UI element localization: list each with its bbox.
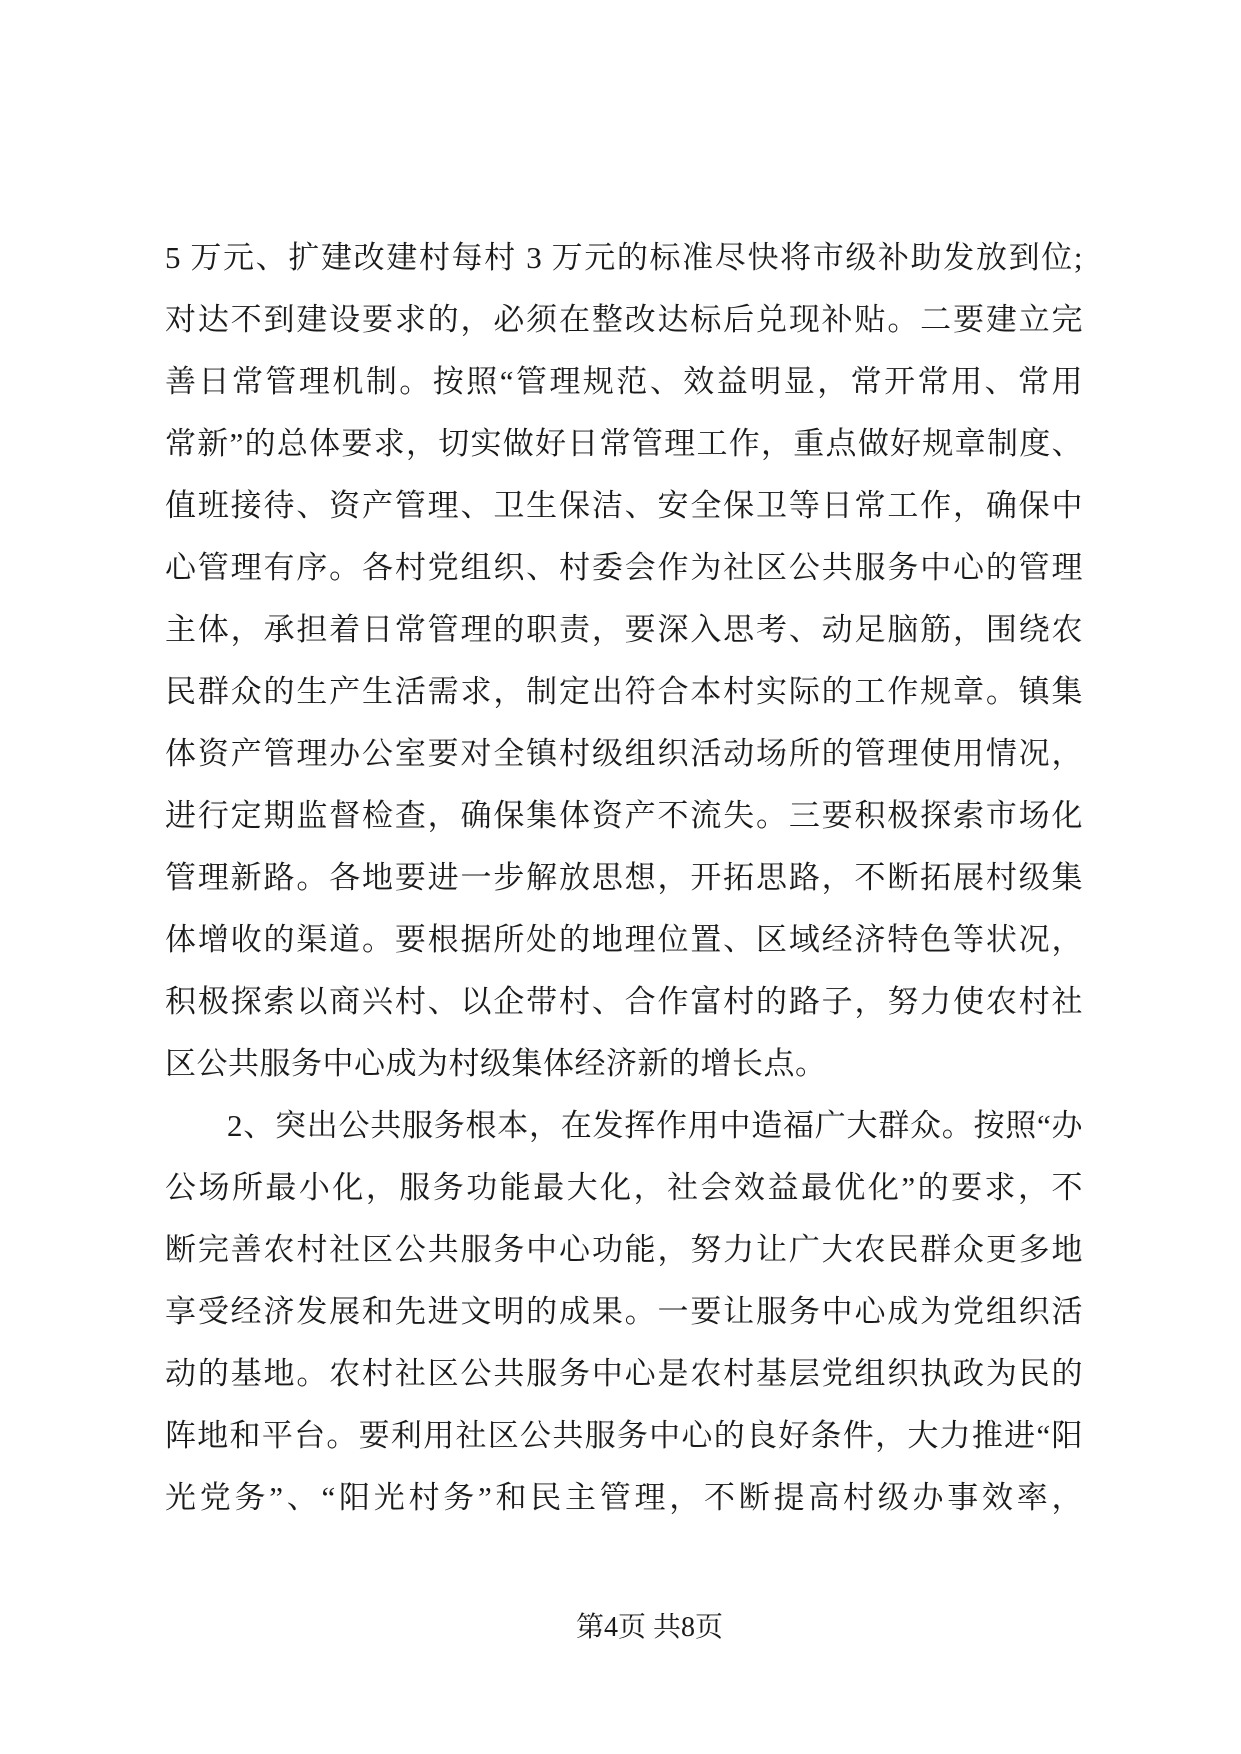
text-line-paragraph-end: 区公共服务中心成为村级集体经济新的增长点。 [165, 1046, 827, 1081]
text-line: 体资产管理办公室要对全镇村级组织活动场所的管理使用情况， [165, 736, 1083, 771]
text-line: 体增收的渠道。要根据所处的地理位置、区域经济特色等状况， [165, 922, 1083, 957]
text-line: 公场所最小化，服务功能最大化，社会效益最优化”的要求，不 [165, 1170, 1083, 1205]
text-line: 积极探索以商兴村、以企带村、合作富村的路子，努力使农村社 [165, 984, 1083, 1019]
page-footer [29, 1608, 1241, 1648]
text-line: 善日常管理机制。按照“管理规范、效益明显，常开常用、常用 [165, 364, 1083, 399]
text-line: 对达不到建设要求的，必须在整改达标后兑现补贴。二要建立完 [165, 302, 1083, 337]
text-line: 享受经济发展和先进文明的成果。一要让服务中心成为党组织活 [165, 1294, 1083, 1329]
text-line: 心管理有序。各村党组织、村委会作为社区公共服务中心的管理 [165, 550, 1083, 585]
text-line: 5 万元、扩建改建村每村 3 万元的标准尽快将市级补助发放到位; [165, 240, 1083, 275]
text-line-paragraph-start: 2、突出公共服务根本，在发挥作用中造福广大群众。按照“办 [227, 1108, 1083, 1143]
text-line: 进行定期监督检查，确保集体资产不流失。三要积极探索市场化 [165, 798, 1083, 833]
text-line: 值班接待、资产管理、卫生保洁、安全保卫等日常工作，确保中 [165, 488, 1083, 523]
text-line: 主体，承担着日常管理的职责，要深入思考、动足脑筋，围绕农 [165, 612, 1083, 647]
text-block [165, 227, 1083, 1529]
text-line: 常新”的总体要求，切实做好日常管理工作，重点做好规章制度、 [165, 426, 1083, 461]
text-line: 阵地和平台。要利用社区公共服务中心的良好条件，大力推进“阳 [165, 1418, 1083, 1453]
text-line: 管理新路。各地要进一步解放思想，开拓思路，不断拓展村级集 [165, 860, 1083, 895]
page-number: 第4页 共8页 [575, 1612, 723, 1643]
text-line: 断完善农村社区公共服务中心功能，努力让广大农民群众更多地 [165, 1232, 1083, 1267]
text-line: 民群众的生产生活需求，制定出符合本村实际的工作规章。镇集 [165, 674, 1083, 709]
text-line: 光党务”、“阳光村务”和民主管理，不断提高村级办事效率， [165, 1480, 1083, 1515]
text-line: 动的基地。农村社区公共服务中心是农村基层党组织执政为民的 [165, 1356, 1083, 1391]
